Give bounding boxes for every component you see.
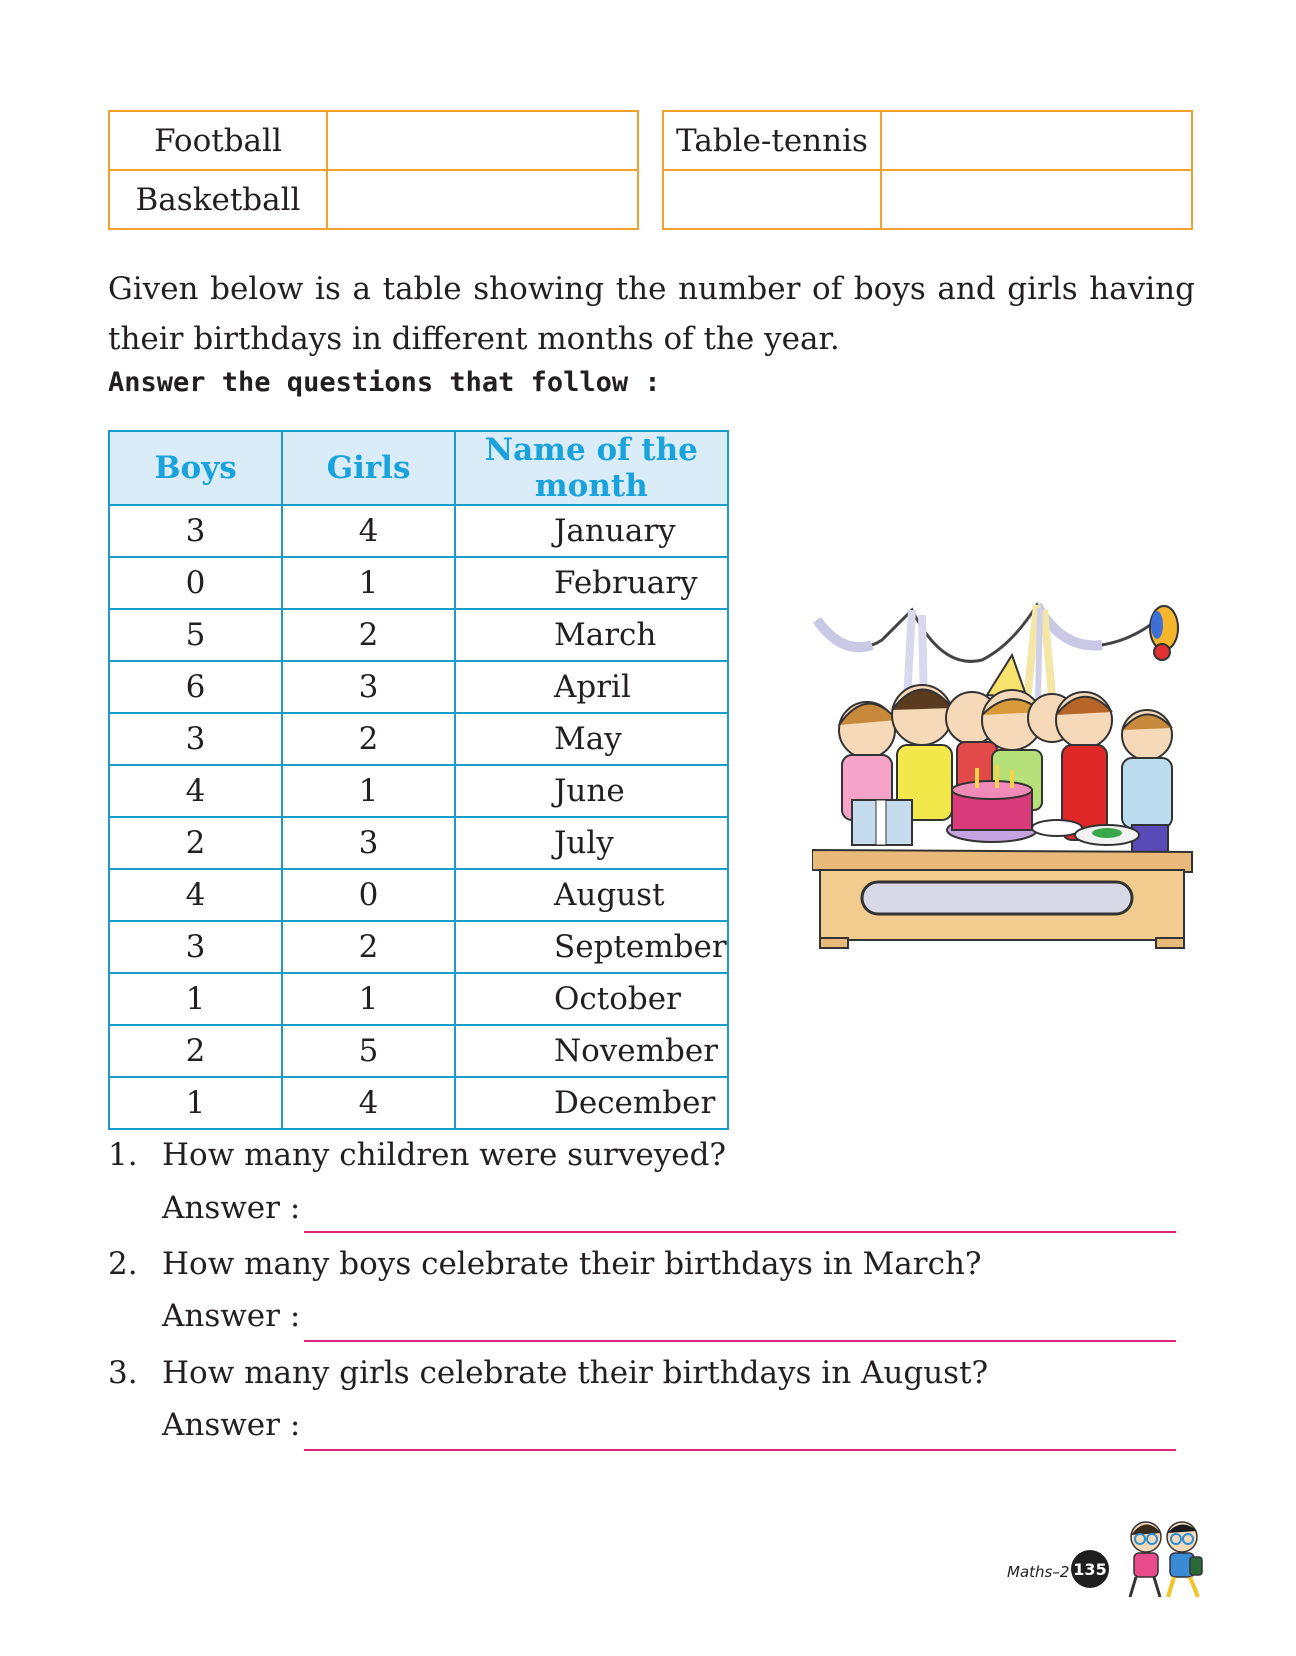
sport-label[interactable] [663,170,881,229]
month-cell: March [455,609,728,661]
question-2 [108,1246,982,1282]
sport-label: Football [109,111,327,170]
intro-paragraph [108,264,1195,364]
boys-cell: 1 [109,973,282,1025]
birthday-party-illustration [812,590,1200,1010]
question-text: How many boys celebrate their birthdays in March? [162,1246,982,1282]
girls-cell: 4 [282,1077,455,1129]
table-row [109,505,728,557]
month-cell: May [455,713,728,765]
girls-cell: 1 [282,557,455,609]
table-row [109,661,728,713]
answer-line-1[interactable] [304,1231,1176,1233]
girls-cell: 3 [282,661,455,713]
sports-table-left [108,110,639,230]
boys-cell: 4 [109,765,282,817]
month-cell: December [455,1077,728,1129]
answer-label: Answer : [162,1407,301,1443]
boys-cell: 3 [109,505,282,557]
sport-answer-cell[interactable] [327,170,638,229]
girls-cell: 2 [282,609,455,661]
month-cell: April [455,661,728,713]
boys-cell: 2 [109,1025,282,1077]
month-cell: June [455,765,728,817]
question-1 [108,1137,726,1173]
boys-cell: 3 [109,713,282,765]
sports-table-right [662,110,1193,230]
question-3 [108,1355,988,1391]
month-cell: August [455,869,728,921]
table-row [109,557,728,609]
girls-cell: 1 [282,765,455,817]
boys-cell: 5 [109,609,282,661]
sport-label: Table-tennis [663,111,881,170]
page-number-badge: 135 [1071,1550,1109,1588]
table-row [663,111,1192,170]
kids-mascot-illustration [1118,1515,1210,1607]
question-number: 1. [108,1137,138,1173]
table-row [109,609,728,661]
girls-cell: 2 [282,713,455,765]
birthday-table-body [109,505,728,1129]
girls-cell: 1 [282,973,455,1025]
table-row [109,111,638,170]
table-row [109,1025,728,1077]
book-title: Maths–2 [1007,1563,1070,1581]
month-cell: October [455,973,728,1025]
answer-line-2[interactable] [304,1340,1176,1342]
month-cell: January [455,505,728,557]
instruction-heading: Answer the questions that follow : [108,367,661,398]
header-girls: Girls [282,431,455,505]
intro-line-2: their birthdays in different months of the year. [108,321,840,357]
month-cell: July [455,817,728,869]
header-month: Name of the month [455,431,728,505]
question-text: How many girls celebrate their birthdays in August? [162,1355,989,1391]
birthday-table [108,430,729,1130]
boys-cell: 4 [109,869,282,921]
boys-cell: 2 [109,817,282,869]
girls-cell: 4 [282,505,455,557]
month-cell: February [455,557,728,609]
month-cell: November [455,1025,728,1077]
sport-label: Basketball [109,170,327,229]
table-row [109,869,728,921]
boys-cell: 3 [109,921,282,973]
table-row [109,817,728,869]
answer-label: Answer : [162,1298,301,1334]
boys-cell: 6 [109,661,282,713]
girls-cell: 5 [282,1025,455,1077]
table-row [109,713,728,765]
table-header-row [109,431,728,505]
girls-cell: 0 [282,869,455,921]
header-boys: Boys [109,431,282,505]
answer-line-3[interactable] [304,1449,1176,1451]
table-row [663,170,1192,229]
sport-answer-cell[interactable] [881,111,1192,170]
question-text: How many children were surveyed? [162,1137,727,1173]
girls-cell: 2 [282,921,455,973]
question-number: 2. [108,1246,138,1282]
table-row [109,765,728,817]
answer-label: Answer : [162,1190,301,1226]
sport-answer-cell[interactable] [881,170,1192,229]
boys-cell: 1 [109,1077,282,1129]
table-row [109,973,728,1025]
table-row [109,170,638,229]
table-row [109,1077,728,1129]
intro-line-1: Given below is a table showing the number of boys and girls having [108,271,1195,307]
boys-cell: 0 [109,557,282,609]
month-cell: September [455,921,728,973]
table-row [109,921,728,973]
question-number: 3. [108,1355,138,1391]
girls-cell: 3 [282,817,455,869]
sport-answer-cell[interactable] [327,111,638,170]
